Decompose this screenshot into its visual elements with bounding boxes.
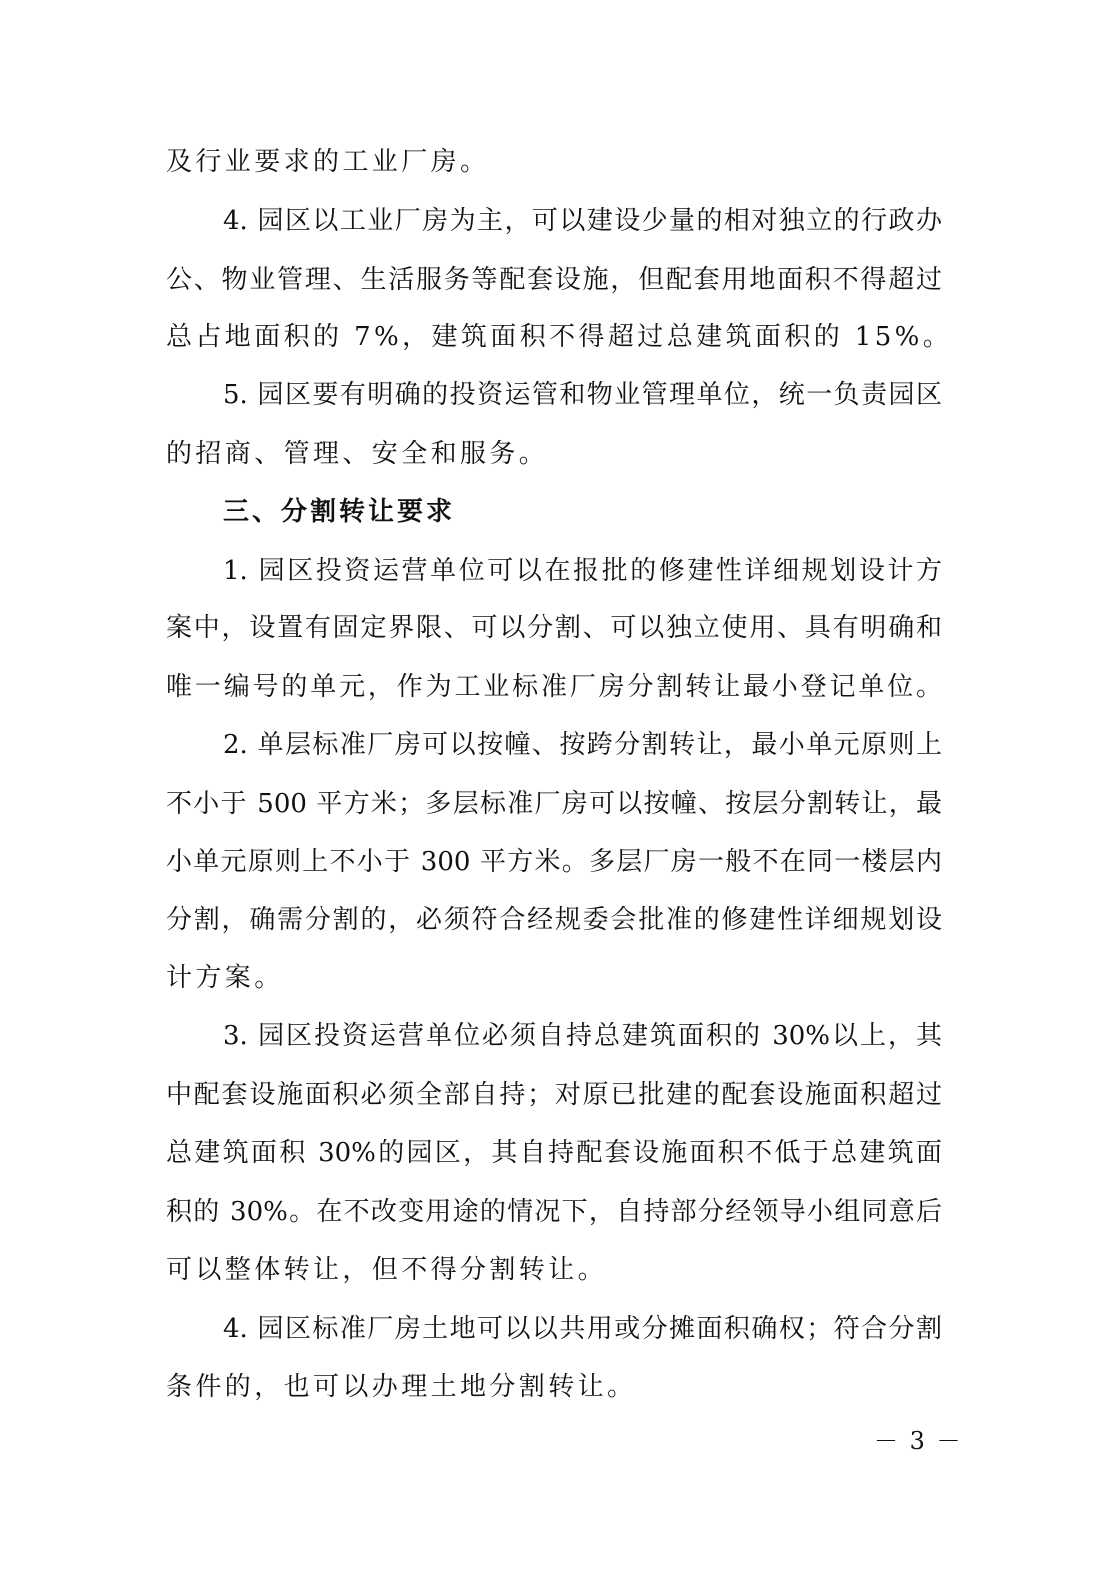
text-line: 总占地面积的 7%，建筑面积不得超过总建筑面积的 15%。 bbox=[166, 322, 953, 352]
text-line: 可以整体转让，但不得分割转让。 bbox=[166, 1255, 608, 1285]
text-line: 唯一编号的单元，作为工业标准厂房分割转让最小登记单位。 bbox=[166, 672, 942, 702]
text-line: 及行业要求的工业厂房。 bbox=[166, 147, 490, 177]
text-line: 案中，设置有固定界限、可以分割、可以独立使用、具有明确和 bbox=[166, 613, 942, 643]
paragraph-item-2-start: 2. 单层标准厂房可以按幢、按跨分割转让，最小单元原则上 bbox=[223, 730, 942, 760]
paragraph-item-5-start: 5. 园区要有明确的投资运管和物业管理单位，统一负责园区 bbox=[223, 380, 942, 410]
text-line: 公、物业管理、生活服务等配套设施，但配套用地面积不得超过 bbox=[166, 265, 942, 295]
paragraph-item-4-start: 4. 园区以工业厂房为主，可以建设少量的相对独立的行政办 bbox=[223, 206, 942, 236]
page-number: － 3 － bbox=[874, 1427, 963, 1455]
text-line: 的招商、管理、安全和服务。 bbox=[166, 439, 549, 469]
text-line: 中配套设施面积必须全部自持；对原已批建的配套设施面积超过 bbox=[166, 1080, 942, 1110]
text-line: 分割，确需分割的，必须符合经规委会批准的修建性详细规划设 bbox=[166, 905, 942, 935]
text-line: 积的 30%。在不改变用途的情况下，自持部分经领导小组同意后 bbox=[166, 1197, 942, 1227]
text-line: 计方案。 bbox=[166, 963, 284, 993]
text-line: 不小于 500 平方米；多层标准厂房可以按幢、按层分割转让，最 bbox=[166, 789, 942, 819]
text-line: 总建筑面积 30%的园区，其自持配套设施面积不低于总建筑面 bbox=[166, 1138, 942, 1168]
paragraph-item-4b-start: 4. 园区标准厂房土地可以以共用或分摊面积确权；符合分割 bbox=[223, 1314, 942, 1344]
text-line: 条件的，也可以办理土地分割转让。 bbox=[166, 1372, 637, 1402]
paragraph-item-1-start: 1. 园区投资运营单位可以在报批的修建性详细规划设计方 bbox=[223, 556, 942, 586]
section-heading: 三、分割转让要求 bbox=[223, 497, 456, 527]
paragraph-item-3-start: 3. 园区投资运营单位必须自持总建筑面积的 30%以上，其 bbox=[223, 1021, 942, 1051]
text-line: 小单元原则上不小于 300 平方米。多层厂房一般不在同一楼层内 bbox=[166, 847, 942, 877]
